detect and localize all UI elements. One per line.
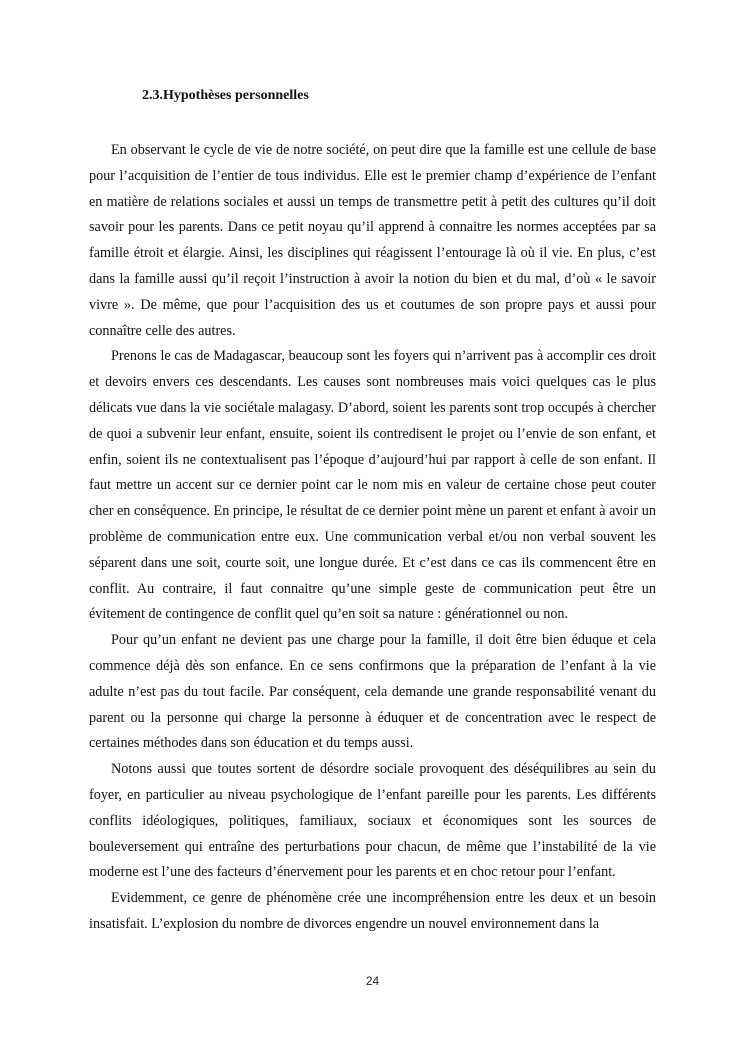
paragraph: En observant le cycle de vie de notre société, on peut dire que la famille est une cellule de base pour l’acquisition de l’entier de tous individus. Elle est le premier champ d’expérience de l’enfant en matière de relations sociales et aussi un temps de transmettre petit à petit des cultures qu’il doit savoir pour les parents. Dans ce petit noyau qu’il apprend à connaitre les normes acceptées par sa famille étroit et élargie. Ainsi, les disciplines qui réagissent l’entourage là où il vie. En plus, c’est dans la famille aussi qu’il reçoit l’instruction à avoir la notion du bien et du mal, d’où « le savoir vivre ». De même, que pour l’acquisition des us et coutumes de son propre pays et aussi pour connaître celle des autres. <box>89 142 656 339</box>
paragraph: Evidemment, ce genre de phénomène crée une incompréhension entre les deux et un besoin insatisfait. L’explosion du nombre de divorces engendre un nouvel environnement dans la <box>89 890 656 932</box>
paragraph: Prenons le cas de Madagascar, beaucoup sont les foyers qui n’arrivent pas à accomplir ces droit et devoirs envers ces descendants. Les causes sont nombreuses mais voici quelques cas le plus délicats vue dans la vie sociétale malagasy. D’abord, soient les parents sont trop occupés à chercher de quoi a subvenir leur enfant, ensuite, soient ils contredisent le projet ou l’envie de son enfant, et enfin, soient ils ne contextualisent pas l’époque d’aujourd’hui par rapport à celle de son enfant. Il faut mettre un accent sur ce dernier point car le nom mis en valeur de certaine chose peut couter cher en conséquence. En principe, le résultat de ce dernier point mène un parent et enfant à avoir un problème de communication entre eux. Une communication verbal et/ou non verbal souvent les séparent dans une soit, courte soit, une longue durée. Et c’est dans ce cas ils commencent être en conflit. Au contraire, il faut connaitre qu’une simple geste de communication peut être un évitement de contingence de conflit quel qu’en soit sa nature : générationnel ou non. <box>89 348 656 623</box>
page-number: 24 <box>365 974 380 988</box>
paragraph: Notons aussi que toutes sortent de désordre sociale provoquent des déséquilibres au sein du foyer, en particulier au niveau psychologique de l’enfant pareille pour les parents. Les différents conflits idéologiques, politiques, familiaux, sociaux et économiques sont les sources de bouleversement qui entraîne des perturbations pour chacun, de même que l’instabilité de la vie moderne est l’une des facteurs d’énervement pour les parents et en choc retour pour l’enfant. <box>89 761 656 881</box>
body-text <box>89 138 656 938</box>
paragraph: Pour qu’un enfant ne devient pas une charge pour la famille, il doit être bien éduque et cela commence déjà dès son enfance. En ce sens confirmons que la préparation de l’enfant à la vie adulte n’est pas du tout facile. Par conséquent, cela demande une grande responsabilité venant du parent ou la personne qui charge la personne à éduquer et de concentration avec le respect de certaines méthodes dans son éducation et du temps aussi. <box>89 632 656 752</box>
section-heading: 2.3.Hypothèses personnelles <box>142 88 309 103</box>
